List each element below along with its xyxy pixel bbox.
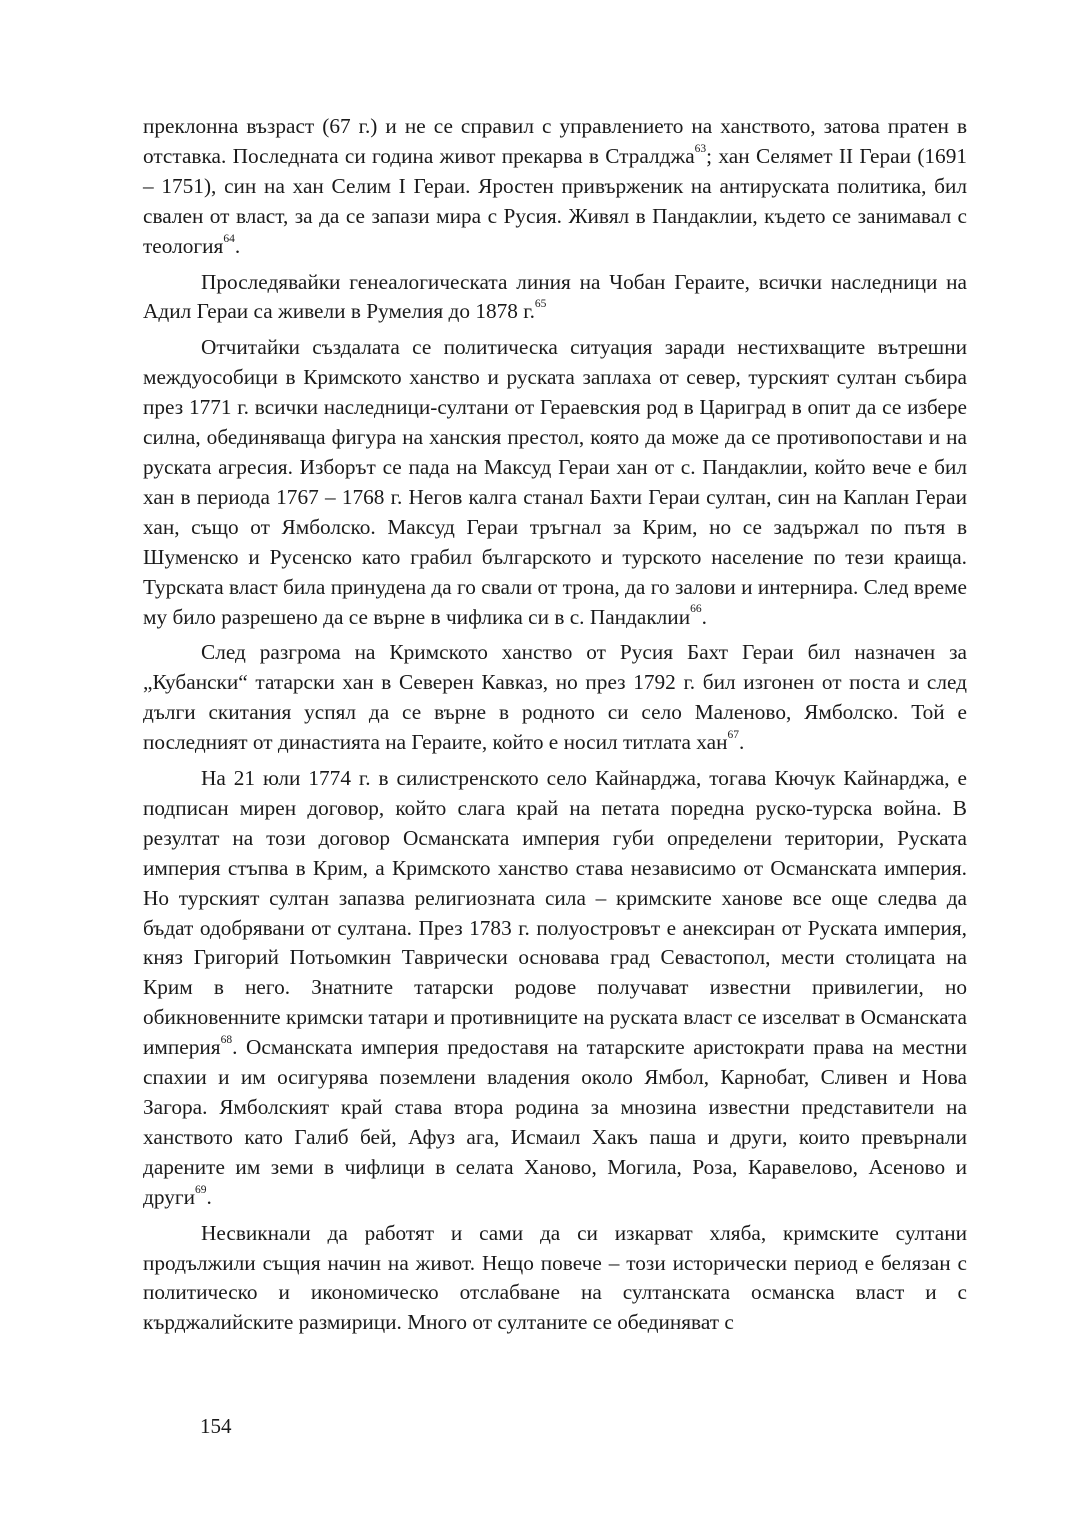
text-segment: . bbox=[739, 730, 745, 755]
text-segment: . bbox=[234, 233, 241, 258]
text-segment: ; хан Селямет II Гераи (1691 – 1751), син на хан Селим I Гераи. Яростен привърженик на антируската политика, бил свален от власт, за да се запази мира с Русия. Живял в Пандаклии, където се занимавал с теология bbox=[143, 143, 968, 258]
text-segment: . bbox=[206, 1184, 212, 1209]
paragraph bbox=[143, 333, 967, 632]
text-segment: Отчитайки създалата се политическа ситуация заради нестихващите вътрешни междуособици в Кримското ханство и руската заплаха от север, турският султан събира през 1771 г. всички наследници-султани от Гераевския род в Цариград в опит да се избере силна, обединяваща фигура на ханския престол, която да може да се противопостави и на руската агресия. Изборът се пада на Максуд Гераи хан от с. Пандаклии, който вече е бил хан в периода 1767 – 1768 г. Негов калга станал Бахти Гераи султан, син на Каплан Гераи хан, също от Ямболско. Максуд Гераи тръгнал за Крим, но се задържал по пътя в Шуменско и Русенско като грабил българското и турското население по тези краища. Турската власт била принудена да го свали от трона, да го залови и интернира. След време му било разрешено да се върне в чифлика си в с. Пандаклии bbox=[143, 335, 967, 629]
paragraph bbox=[143, 638, 967, 758]
page-number: 154 bbox=[200, 1414, 232, 1438]
text-segment: Проследявайки генеалогическата линия на Чобан Гераите, всички наследници на Адил Гераи са живели в Румелия до 1878 г. bbox=[143, 269, 967, 324]
paragraph bbox=[143, 764, 967, 1213]
text-segment: . bbox=[701, 604, 707, 629]
text-segment: преклонна възраст (67 г.) и не се справил с управлението на ханството, затова пратен в отставка. Последната си година живот прекарва в Стралджа bbox=[143, 114, 967, 168]
paragraph bbox=[143, 1219, 967, 1339]
text-segment: Несвикнали да работят и сами да си изкарват хляба, кримските султани продължили същия начин на живот. Нещо повече – този исторически период е белязан с политическо и икономическо отслабване на султанската османска власт и с кърджалийските размирици. Много от султаните се обединяват с bbox=[143, 1220, 967, 1335]
paragraph bbox=[143, 268, 967, 328]
footnote-ref-65: 65 bbox=[534, 298, 547, 311]
footnote-ref-69: 69 bbox=[194, 1183, 207, 1196]
footnote-ref-63: 63 bbox=[694, 142, 707, 155]
footnote-ref-67: 67 bbox=[727, 729, 740, 742]
body-text bbox=[143, 112, 967, 1344]
text-segment: На 21 юли 1774 г. в силистренското село Кайнарджа, тогава Кючук Кайнарджа, е подписан мирен договор, който слага край на петата поредна руско-турска война. В резултат на този договор Османската империя губи определени територии, Руската империя стъпва в Крим, а Кримското ханство става независимо от Османската империя. Но турският султан запазва религиозната сила – кримските ханове все още следва да бъдат одобрявани от султана. През 1783 г. полуостровът е анексиран от Руската империя, княз Григорий Потьомкин Таврически основава град Севастопол, мести столицата на Крим в него. Знатните татарски родове получават известни привилегии, но обикновенните кримски татари и противниците на руската власт се изселват в Османската империя bbox=[143, 766, 967, 1060]
text-segment: . Османската империя предоставя на татарските аристократи права на местни спахии и им осигурява поземлени владения около Ямбол, Карнобат, Сливен и Нова Загора. Ямболският край става втора родина за мнозина известни представители на ханството като Галиб бей, Афуз ага, Исмаил Хакъ паша и други, които превърнали дарените им земи в чифлици в селата Ханово, Могила, Роза, Каравелово, Асеново и други bbox=[143, 1035, 967, 1209]
footnote-ref-66: 66 bbox=[690, 603, 702, 616]
paragraph bbox=[143, 112, 967, 262]
footnote-ref-64: 64 bbox=[223, 232, 235, 245]
footnote-ref-68: 68 bbox=[220, 1034, 233, 1047]
text-segment: След разгрома на Кримското ханство от Русия Бахт Гераи бил назначен за „Кубански“ татарски хан в Северен Кавказ, но през 1792 г. бил изгонен от поста и след дълги скитания успял да се върне в родното си село Маленово, Ямболско. Той е последният от династията на Гераите, който е носил титлата хан bbox=[143, 640, 967, 755]
